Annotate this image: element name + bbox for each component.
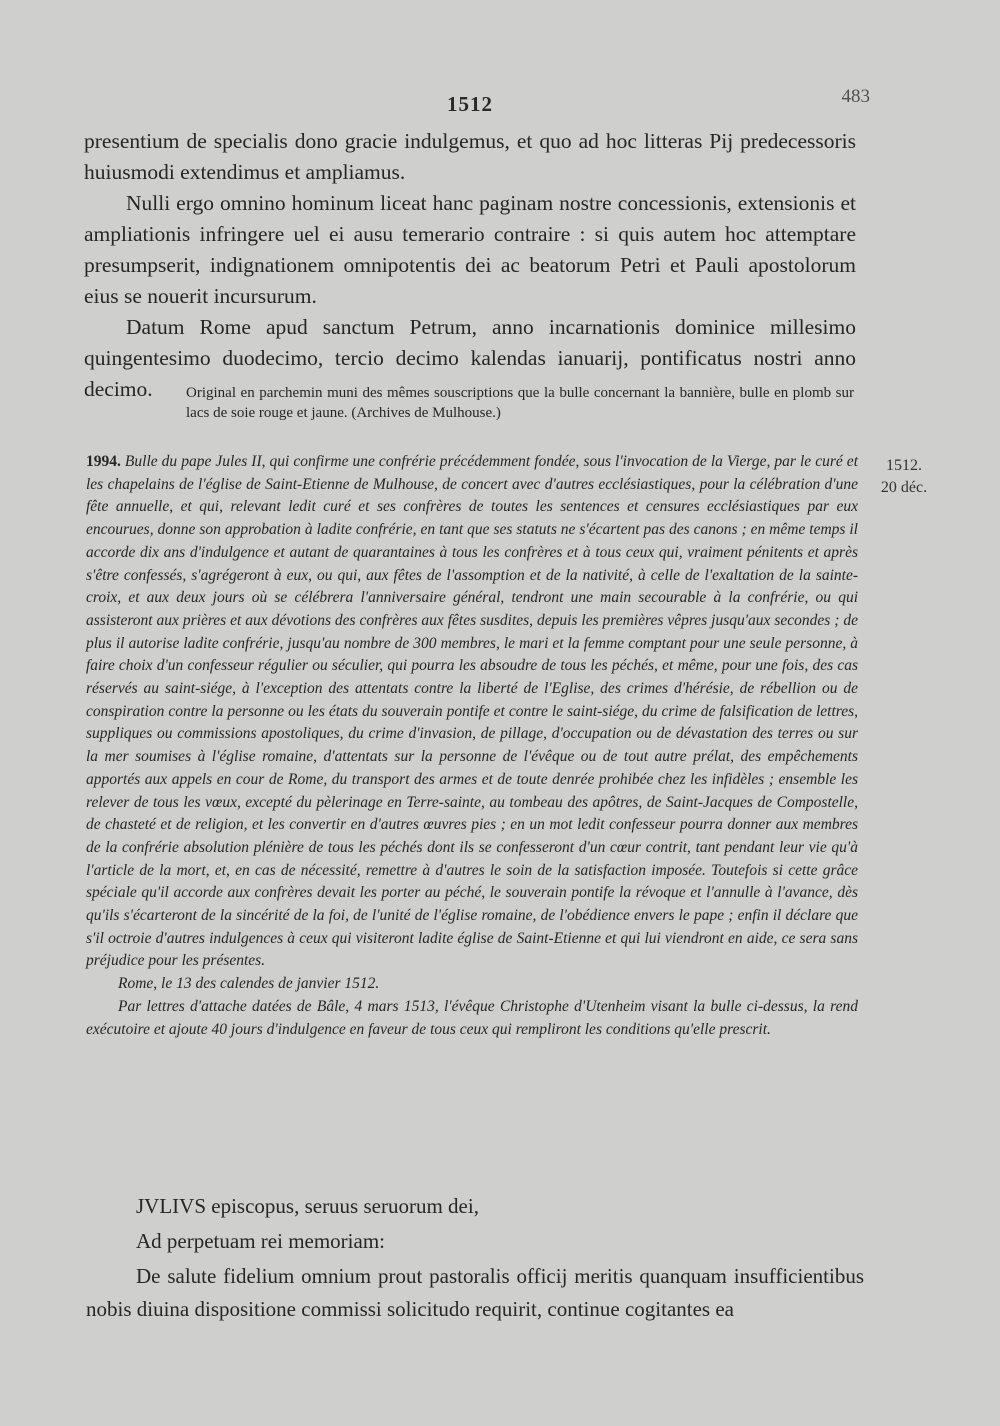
margin-date bbox=[872, 455, 936, 499]
entry-number: 1994. bbox=[86, 453, 121, 470]
charter-text-end bbox=[84, 126, 856, 405]
source-note: Original en parchemin muni des mêmes souscriptions que la bulle concernant la bannière, bulle en plomb sur lacs de soie rouge et jaune. (Archives de Mulhouse.) bbox=[186, 385, 854, 421]
entry-summary-text: Bulle du pape Jules II, qui confirme une confrérie précédemment fondée, sous l'invocation de la Vierge, par le curé et les chapelains de l'église de Saint-Etienne de Mulhouse, de concert avec d'autres ecclésiastiques, pour la célébration d'une fête annuelle, et qui, relevant ledit curé et ses confrères de toutes les sentences et censures ecclésiastiques par eux encourues, donne son approbation à ladite confrérie, en tant que ses statuts ne s'écartent pas des canons ; en même temps il accorde dix ans d'indulgence et autant de quarantaines à tous les confrères et à tous ceux qui, vraiment pénitents et après s'être confessés, s'agrégeront à eux, ou qui, aux fêtes de l'assomption et de la nativité, à celle de l'exaltation de la sainte-croix, et aux deux jours où se célébrera l'anniversaire général, tendront une main secourable à la confrérie, ou qui assisteront aux prières et aux dévotions des confrères aux fêtes susdites, depuis les premières vêpres jusqu'aux secondes ; de plus il autorise ladite confrérie, jusqu'au nombre de 300 membres, le mari et la femme comptant pour une seule personne, à faire choix d'un confesseur régulier ou séculier, qui pourra les absoudre de tous les péchés, et même, pour une fois, des cas réservés au saint-siége, à l'exception des attentats contre la liberté de l'Eglise, des crimes d'hérésie, de rébellion ou de conspiration contre la personne ou les états du souverain pontife et contre le saint-siége, du crime de falsification de lettres, suppliques ou commissions apostoliques, du crime d'invasion, de pillage, d'occupation ou de dévastation des terres ou sur la mer soumises à l'église romaine, d'attentats sur la personne de l'évêque ou de tout autre prélat, des empêchements apportés aux appels en cour de Rome, du transport des armes et de toute denrée prohibée chez les infidèles ; ensemble les relever de tous les vœux, excepté du pèlerinage en Terre-sainte, au tombeau des apôtres, de Saint-Jacques de Compostelle, de chasteté et de religion, et les convertir en d'autres œuvres pies ; en un mot ledit confesseur pourra donner aux membres de la confrérie absolution plénière de tous les péchés dont ils se confesseront d'un cœur contrit, tant pendant leur vie qu'à l'article de la mort, et, en cas de nécessité, remettre à d'autres le soin de la satisfaction imposée. Toutefois si cette grâce spéciale qu'il accorde aux confrères devait les porter au péché, le souverain pontife la révoque et l'annulle à l'avance, dès qu'ils s'écarteront de la sincérité de la foi, de l'unité de l'église romaine, de l'obédience envers le pape ; enfin il déclare que s'il octroie d'autres indulgences à ceux qui visiteront ladite église de Saint-Etienne et qui lui viendront en aide, ce sera sans préjudice pour les présentes. bbox=[86, 453, 858, 970]
margin-day: 20 déc. bbox=[880, 479, 928, 496]
latin-line: JVLIVS episcopus, seruus seruorum dei, bbox=[136, 1194, 479, 1218]
paragraph: Datum Rome apud sanctum Petrum, anno incarnationis dominice millesimo quingentesimo duodecimo, tercio decimo kalendas ianuarij, pontificatus nostri anno decimo. bbox=[84, 315, 856, 401]
latin-text bbox=[86, 1190, 864, 1328]
entry-summary bbox=[86, 451, 858, 973]
paragraph: Nulli ergo omnino hominum liceat hanc paginam nostre concessionis, extensionis et ampliationis infringere uel ei ausu temerario contraire : si quis autem hoc attemptare presumpserit, indignationem omnipotentis dei ac beatorum Petri et Pauli apostolorum eius se nouerit incursurum. bbox=[84, 191, 856, 308]
paragraph: presentium de specialis dono gracie indulgemus, et quo ad hoc litteras Pij predecessoris huiusmodi extendimus et ampliamus. bbox=[84, 129, 856, 184]
entry-1994 bbox=[86, 451, 858, 1041]
latin-line: De salute fidelium omnium prout pastoralis officij meritis quanquam insufficientibus nobis diuina dispositione commissi solicitudo requirit, continue cogitantes ea bbox=[86, 1264, 864, 1321]
margin-year: 1512. bbox=[886, 457, 922, 474]
latin-line: Ad perpetuam rei memoriam: bbox=[136, 1229, 385, 1253]
entry-dateline: Rome, le 13 des calendes de janvier 1512. bbox=[118, 975, 380, 993]
entry-attache: Par lettres d'attache datées de Bâle, 4 mars 1513, l'évêque Christophe d'Utenheim visant la bulle ci-dessus, la rend exécutoire et ajoute 40 jours d'indulgence en faveur de tous ceux qui rempliront les conditions qu'elle prescrit. bbox=[86, 997, 858, 1038]
page-number: 483 bbox=[841, 86, 870, 107]
running-header-year: 1512 bbox=[447, 92, 493, 116]
